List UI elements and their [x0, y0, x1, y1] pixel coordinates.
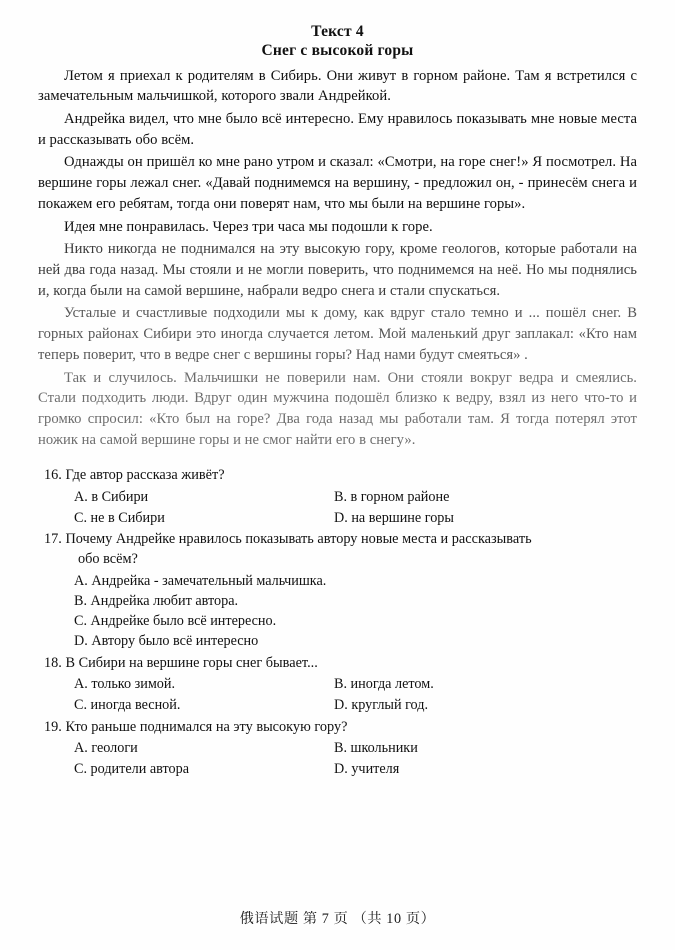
option-c[interactable]: C. не в Сибири — [74, 510, 165, 527]
options-grid — [38, 738, 637, 779]
question-text: В Сибири на вершине горы снег бывает... — [65, 654, 318, 671]
text-number-label: Текст 4 — [311, 23, 364, 40]
option-b[interactable]: B. иногда летом. — [334, 676, 434, 693]
question-stem — [38, 718, 637, 738]
passage-paragraph: Андрейка видел, что мне было всё интересно. Ему нравилось показывать мне новые места и рассказывать обо всём. — [38, 110, 637, 148]
option-d[interactable]: D. учителя — [334, 761, 400, 778]
text-title-block — [38, 22, 637, 62]
question-19 — [38, 718, 637, 780]
options-grid — [38, 487, 637, 528]
question-text: Кто раньше поднимался на эту высокую гору? — [65, 718, 348, 735]
option-a[interactable]: A. в Сибири — [74, 489, 149, 506]
passage-paragraph: Летом я приехал к родителям в Сибирь. Они живут в горном районе. Там я встретился с замечательным мальчишкой, которого звали Андрейкой. — [38, 67, 637, 105]
reading-passage — [38, 66, 637, 451]
option-b[interactable]: B. школьники — [334, 740, 418, 757]
question-stem — [38, 530, 637, 569]
options-grid — [38, 674, 637, 715]
question-number: 17. — [44, 531, 62, 548]
option-d[interactable]: D. Автору было всё интересно — [74, 633, 259, 650]
question-text-continued: обо всём? — [78, 551, 138, 568]
question-number: 16. — [44, 467, 62, 484]
option-c[interactable]: C. иногда весной. — [74, 697, 181, 714]
question-text: Где автор рассказа живёт? — [65, 467, 225, 484]
options-list — [38, 571, 637, 652]
passage-paragraph: Так и случилось. Мальчишки не поверили нам. Они стояли вокруг ведра и смеялись. Стали подходить люди. Вдруг один мужчина подошёл близко к ведру, взял из него что-то и громко спросил: «Кто был на горе? Два года назад мы работали там. Я тогда потерял этот ножик на самой вершине горы и не смог найти его в снегу». — [38, 369, 637, 448]
passage-paragraph: Однажды он пришёл ко мне рано утром и сказал: «Смотри, на горе снег!» Я посмотрел. На вершине горы лежал снег. «Давай поднимемся на вершину, - предложил он, - принесём снега и покажем его ребятам, тогда они поверят нам, что мы были на вершине горы». — [38, 154, 637, 212]
questions-section — [38, 466, 637, 779]
question-number: 19. — [44, 718, 62, 735]
option-a[interactable]: A. Андрейка - замечательный мальчишка. — [74, 572, 327, 589]
option-b[interactable]: B. Андрейка любит автора. — [74, 593, 239, 610]
page-footer: 俄语试题 第 7 页 （共 10 页） — [239, 911, 436, 927]
question-number: 18. — [44, 654, 62, 671]
question-18 — [38, 654, 637, 716]
option-a[interactable]: A. только зимой. — [74, 676, 176, 693]
passage-paragraph: Никто никогда не поднимался на эту высокую гору, кроме геологов, которые работали на ней два года назад. Мы стояли и не могли поверить, что поднимемся на неё. Но мы поднялись и, когда были на самой вершине, набрали ведро снега и стали спускаться. — [38, 241, 637, 299]
passage-paragraph: Идея мне понравилась. Через три часа мы подошли к горе. — [64, 218, 433, 235]
question-text: Почему Андрейке нравилось показывать автору новые места и рассказывать — [65, 531, 532, 548]
question-17 — [38, 530, 637, 651]
question-stem — [38, 654, 637, 674]
option-c[interactable]: C. Андрейке было всё интересно. — [74, 613, 277, 630]
passage-paragraph: Усталые и счастливые подходили мы к дому, как вдруг стало темно и ... пошёл снег. В горных районах Сибири это иногда случается летом. Мой маленький друг заплакал: «Кто нам теперь поверит, что в ведре снег с вершины горы? Над нами будут смеяться» . — [38, 305, 637, 363]
option-a[interactable]: A. геологи — [74, 740, 138, 757]
option-d[interactable]: D. на вершине горы — [334, 510, 454, 527]
option-d[interactable]: D. круглый год. — [334, 697, 428, 714]
text-title: Снег с высокой горы — [261, 42, 414, 60]
option-b[interactable]: B. в горном районе — [334, 489, 450, 506]
option-c[interactable]: C. родители автора — [74, 761, 190, 778]
question-stem — [38, 466, 637, 486]
question-16 — [38, 466, 637, 528]
